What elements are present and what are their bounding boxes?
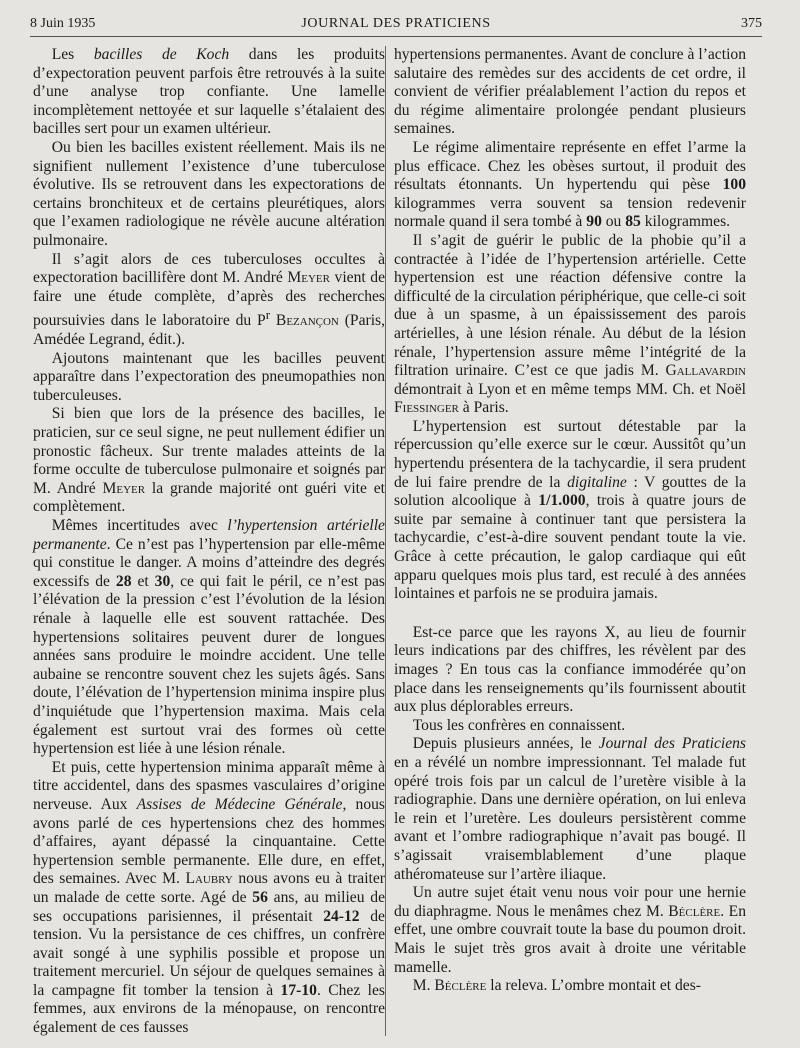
page-number: 375 [741, 16, 762, 31]
text-run: à Paris. [458, 399, 509, 417]
header-journal-title: JOURNAL DES PRATICIENS [301, 16, 491, 31]
numeric-value: 1/1.000 [538, 492, 586, 510]
text-run: : V gouttes de la solution alcoolique à [394, 473, 746, 510]
author-name: Laubry [185, 870, 233, 888]
text-run: L’hypertension est surtout détestable par la répercussion qu’elle exerce sur le cœur. Aussitôt qu’un hypertendu présentera de la tachycardie, il sera prudent de lui faire prendre de la [394, 417, 746, 491]
column-divider [385, 46, 386, 1036]
text-run: Tous les confrères en connaissent. [412, 716, 626, 734]
text-run: Les [51, 46, 94, 63]
text-run: Si bien que lors de la présence des bacilles, le praticien, sur ce seul signe, ne peut nullement édifier un pronostic fâcheux. Sur trente malades atteints de la forme occulte de tuberculose pulmonaire et soignés par M. André [33, 405, 385, 497]
paragraph [33, 139, 385, 251]
emphasis-text: Assises de Médecine Générale [136, 795, 343, 813]
paragraph [394, 418, 746, 604]
right-column [394, 46, 746, 996]
text-run: de tension. Vu la persistance de ces chiffres, un confrère avait songé à une syphilis possible et propose un traitement mercuriel. Un séjour de quelques semaines à la campagne fit tomber la tension à [33, 907, 385, 999]
text-run: dans les produits d’expectoration peuvent parfois être retrouvés à la suite d’une analyse trop confiante. Une lamelle incomplètement nettoyée et sur laquelle s’étalaient des bacilles sert pour un examen ultérieur. [33, 46, 386, 138]
text-run: . En effet, une ombre couvrait toute la base du poumon droit. Mais le sujet très gros avait à droite une véritable mamelle. [394, 902, 746, 976]
text-run: Ou bien les bacilles existent réellement. Mais ils ne signifient nullement l’existence d’une tuberculose évolutive. Ils se retrouvent dans les expectorations de certains bronchiteux et de certains pleurétiques, alors que l’examen radiologique ne révèle aucune altération pulmonaire. [33, 138, 385, 249]
text-run: , nous avons parlé de ces hypertensions chez des hommes d’affaires, ayant dépassé la cinquantaine. Cette hypertension semble permanente. Elle dure, en effet, des semaines. Avec M. [33, 795, 385, 888]
emphasis-text: l’hypertension artérielle permanente [33, 517, 385, 553]
header-date: 8 Juin 1935 [30, 16, 96, 31]
text-run: Mêmes incertitudes avec [51, 517, 228, 535]
text-run: Il s’agit de guérir le public de la phobie qu’il a contractée à l’idée de l’hypertension artérielle. Cette hypertension est une réaction défensive contre la difficulté de la circulation périphérique, que celle-ci soit due à un spasme, à un épaississement des parois artérielles, à une lésion rénale. Au début de la lésion rénale, l’hypertension assure même l’intégrité de la filtration urinaire. C’est ce que jadis M. [394, 231, 746, 380]
emphasis-text: digitaline [567, 473, 627, 491]
text-run: nous avons eu à traiter un malade de cette sorte. Agé de [33, 870, 385, 906]
text-run: M. [412, 977, 435, 995]
numeric-value: 30 [154, 572, 171, 590]
paragraph [33, 517, 385, 759]
text-run: la grande majorité ont guéri vite et complètement. [33, 479, 386, 516]
text-run: Ajoutons maintenant que les bacilles peuvent apparaître dans l’expectoration des pneumopathies non tuberculeuses. [33, 349, 385, 404]
paragraph [394, 735, 746, 884]
text-run: kilogrammes verra souvent sa tension redevenir normale quand il sera tombé à [394, 194, 746, 231]
numeric-value: 90 [586, 213, 602, 231]
text-run: Et puis, cette hypertension minima apparaît même à titre accidentel, dans des spasmes vasculaires d’origine nerveuse. Aux [33, 758, 385, 813]
text-run: kilogrammes. [640, 213, 731, 231]
emphasis-text: bacilles de Koch [93, 46, 230, 63]
text-run: la releva. L’ombre montait et des- [486, 977, 701, 995]
numeric-value: 17-10 [280, 981, 317, 999]
paragraph [33, 251, 385, 350]
text-run: Il s’agit alors de ces tuberculoses occultes à expectoration bacillifère dont M. André [33, 250, 385, 287]
text-run: démontrait à Lyon et en même temps MM. Ch. et Noël [394, 380, 746, 398]
text-run: Depuis plusieurs années, le [412, 735, 599, 753]
paragraph [33, 405, 385, 517]
running-header [30, 14, 762, 37]
author-name: Meyer [102, 479, 146, 497]
text-run: en a révélé un nombre impressionnant. Tel malade fut opéré trois fois par un calcul de l’uretère visible à la radiographie. Dans une dernière opération, on lui enleva le rein et l’uretère. Les douleurs persistèrent comme avant et l’ombre radiographique n’avait pas bougé. Il s’agissait vraisemblablement d’une plaque athéromateuse sur l’artère iliaque. [394, 753, 746, 883]
text-run: vient de faire une étude complète, d’après des recherches poursuivies dans le laboratoire du P [33, 269, 385, 330]
text-run: . Ce n’est pas l’hypertension par elle-même qui constitue le danger. A moins d’atteindre des degrés excessifs de [33, 535, 385, 590]
emphasis-text: Journal des Praticiens [598, 735, 746, 753]
paragraph [394, 139, 746, 232]
author-name: Béclère [668, 902, 721, 920]
paragraph [394, 46, 746, 139]
numeric-value: 28 [115, 572, 132, 590]
paragraph [33, 759, 385, 1038]
text-run: , trois à quatre jours de suite par semaine à continuer tant que persistera la tachycardie, c’est-à-dire souvent pendant toute la vie. Grâce à cette précaution, le galop cardiaque qui eût apparu quelques mois plus tard, est reculé à des années lointaines et parfois ne se produira jamais. [394, 492, 746, 603]
author-name: Gallavardin [665, 362, 746, 380]
paragraph [394, 624, 746, 717]
text-run: et [131, 572, 155, 590]
paragraph [394, 884, 746, 977]
text-run: r [265, 307, 271, 323]
text-run: hypertensions permanentes. Avant de conclure à l’action salutaire des remèdes sur des accidents de cet ordre, il convient de vérifier préalablement l’action du repos et du régime alimentaire prolongée pendant plusieurs semaines. [394, 46, 746, 138]
text-run: Le régime alimentaire représente en effet l’arme la plus efficace. Chez les obèses surtout, il produit des résultats étonnants. Un hypertendu qui pèse [394, 138, 746, 194]
author-name: Meyer [287, 269, 330, 287]
text-run: , ce qui fait le péril, ce n’est pas l’élévation de la pression c’est l’évolution de la lésion rénale à laquelle elle est souvent rattachée. Des hypertensions solitaires peuvent durer de longues années sans produire le moindre accident. Une telle aubaine se rencontre souvent chez les sujets âgés. Sans doute, l’élévation de l’hypertension minima inspire plus d’inquiétude que l’hypertension maxima. Mais cela également est surtout vrai des formes où cette hypertension est liée à une lésion rénale. [33, 572, 385, 758]
paragraph [33, 46, 385, 139]
numeric-value: 24-12 [323, 907, 360, 925]
paragraph [394, 717, 746, 736]
author-name: Béclère [434, 977, 487, 995]
author-name: Bezançon [275, 312, 339, 330]
text-run: Un autre sujet était venu nous voir pour une hernie du diaphragme. Nous le menâmes chez M. [394, 884, 746, 920]
paragraph [394, 977, 746, 996]
text-run: ans, au milieu de ses occupations parisiennes, il présentait [33, 888, 385, 925]
numeric-value: 85 [625, 213, 641, 231]
text-run: ou [601, 213, 626, 231]
author-name: Fiessinger [394, 399, 459, 417]
left-column [33, 46, 385, 1038]
text-run: Est-ce parce que les rayons X, au lieu de fournir leurs indications par des chiffres, les révèlent par des images ? En tous cas la confiance immodérée qu’on place dans les renseignements qu’ils fournissent aboutit aux plus déplorables erreurs. [394, 623, 746, 716]
numeric-value: 56 [252, 888, 268, 906]
paragraph [394, 232, 746, 418]
text-run: (Paris, Amédée Legrand, édit.). [33, 312, 385, 349]
paragraph [33, 350, 385, 406]
text-run: . Chez les femmes, aux environs de la ménopause, on rencontre également de ces fausses [33, 981, 386, 1037]
numeric-value: 100 [722, 176, 746, 194]
